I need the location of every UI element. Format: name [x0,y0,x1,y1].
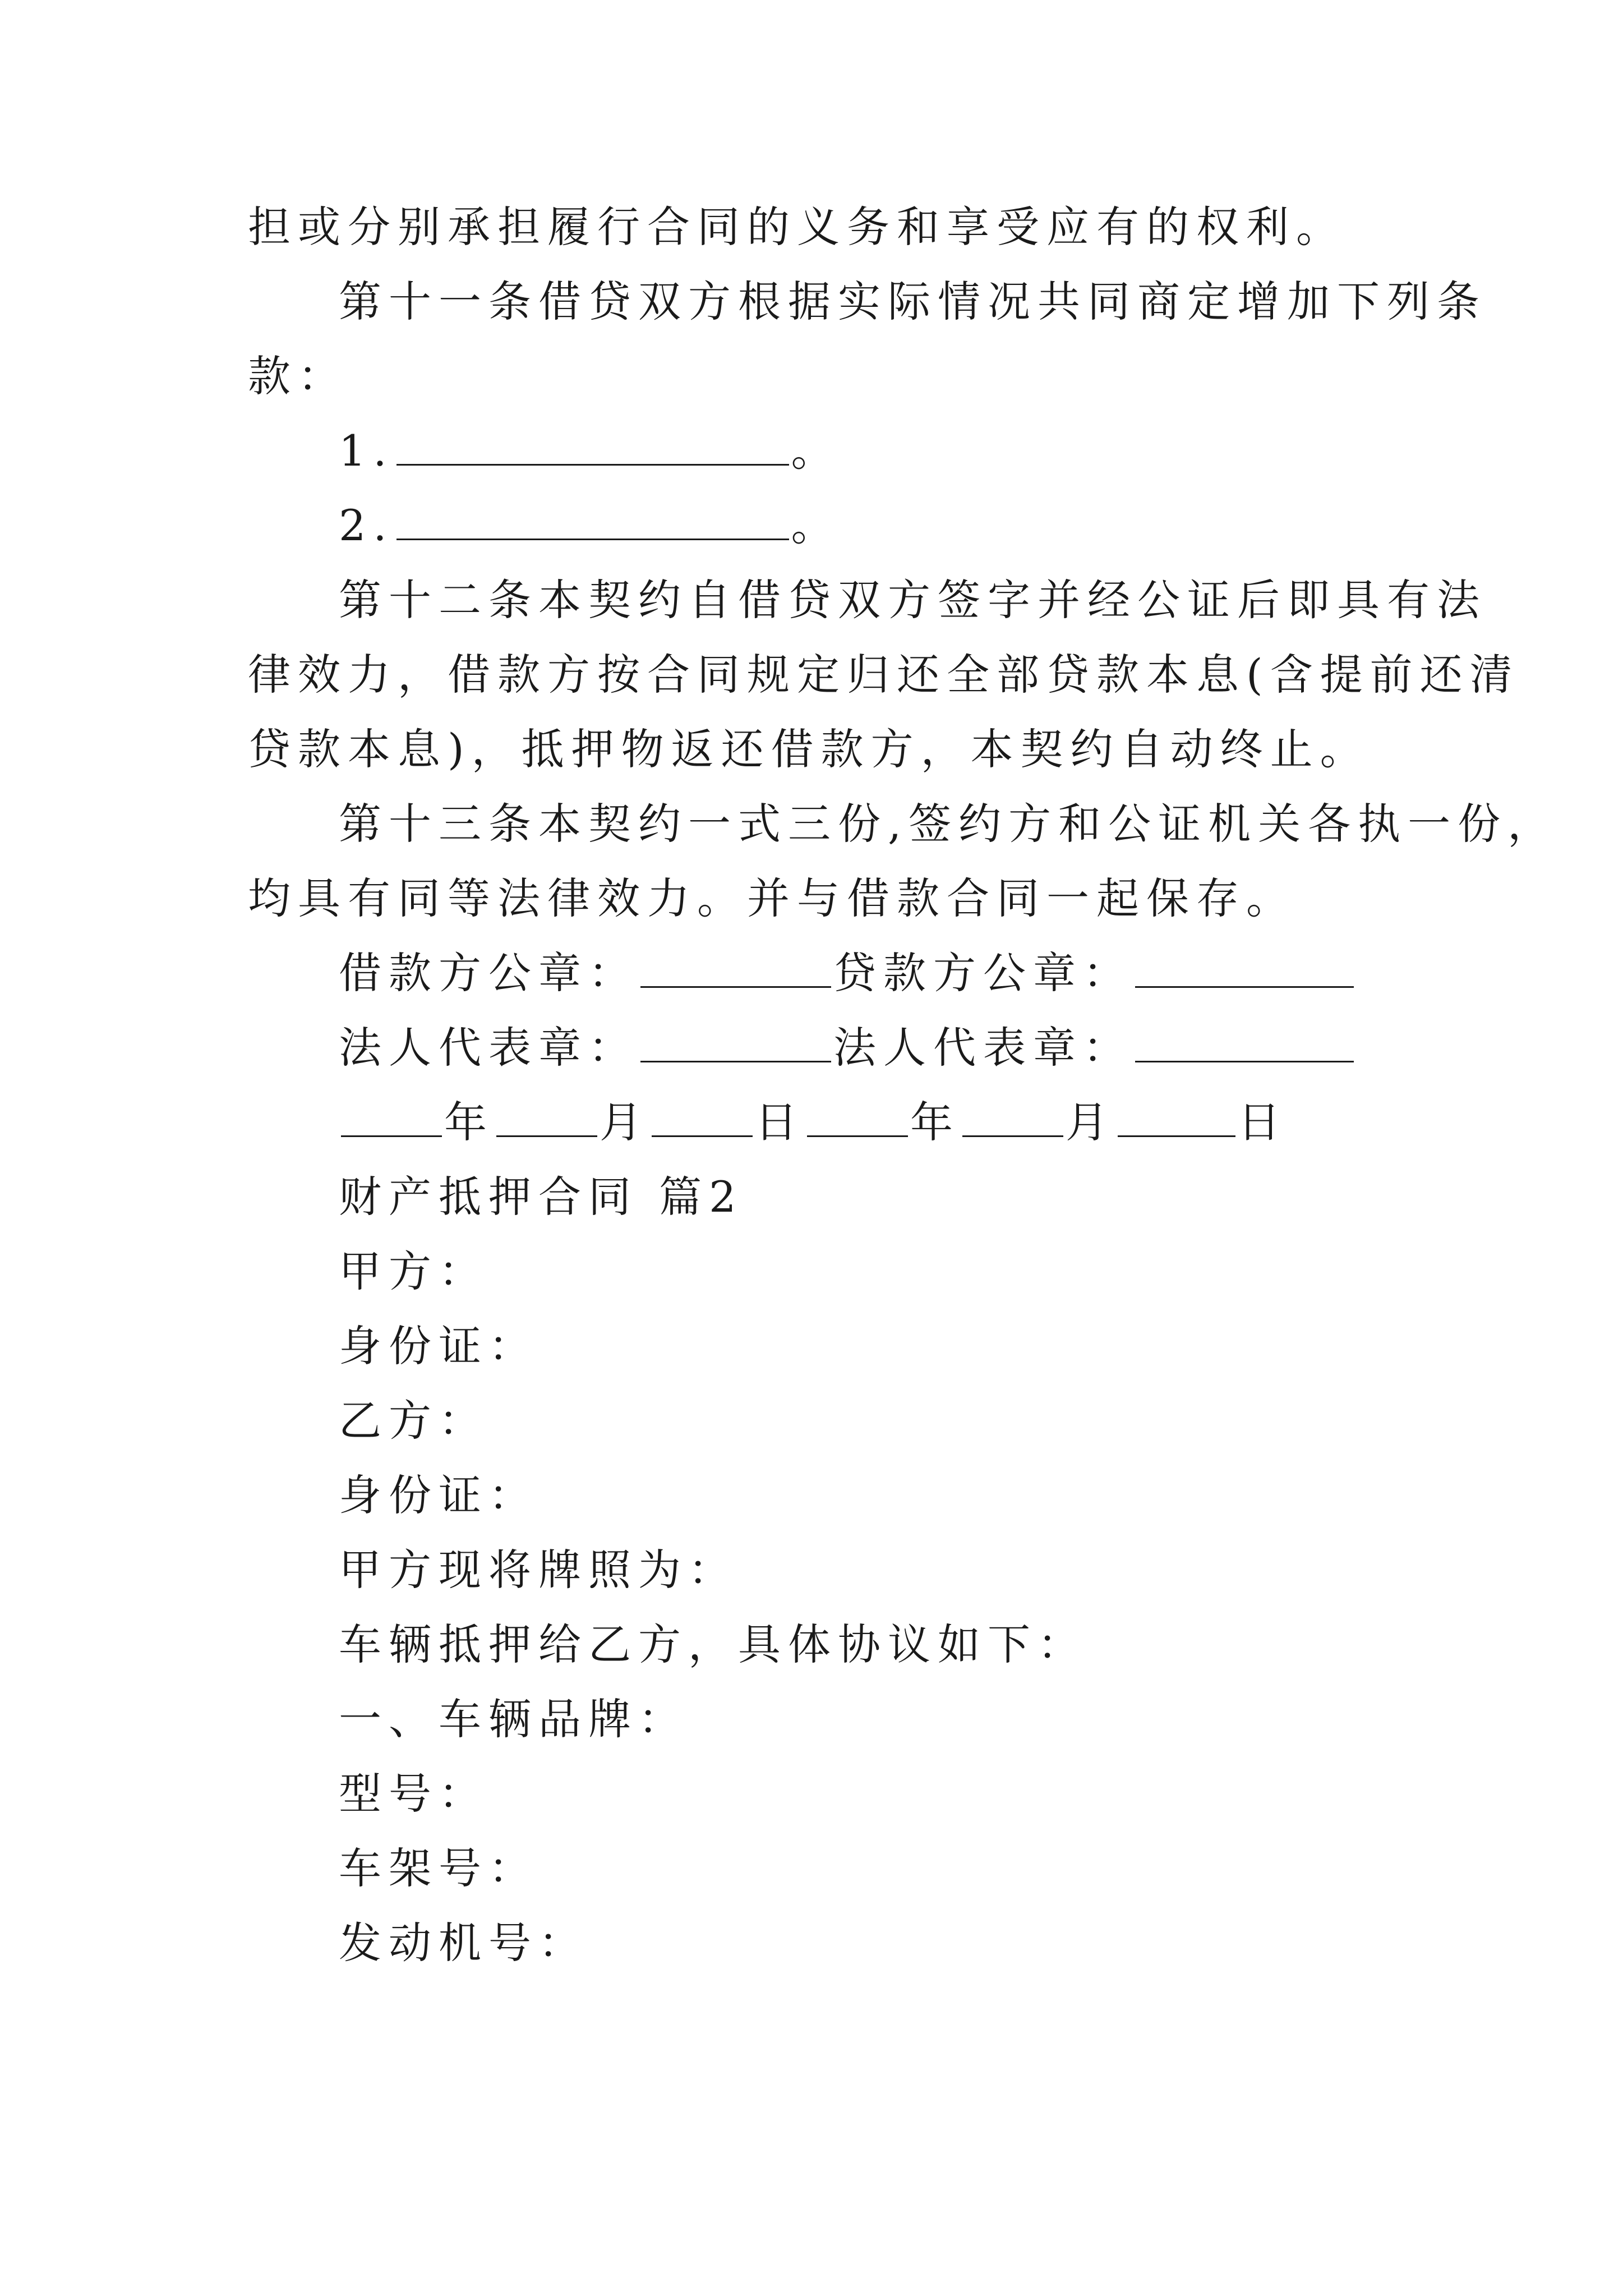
article-13-line: 均具有同等法律效力。并与借款合同一起保存。 [248,873,1296,923]
legal-rep-label: 法人代表章： [339,1023,638,1073]
agreement-intro: 车辆抵押给乙方，具体协议如下： [339,1619,1087,1669]
article-12-line: 第十二条本契约自借贷双方签字并经公证后即具有法 [339,575,1487,625]
fill-in-blank [396,504,789,540]
date-row [339,1094,1288,1151]
vehicle-brand-label: 一、车辆品牌： [339,1694,688,1744]
clause-item-end: 。 [791,426,841,476]
seal-row [339,945,1356,1001]
clause-item-number: 2. [339,500,394,550]
date-blank [341,1101,442,1137]
article-12-line: 律效力，借款方按合同规定归还全部贷款本息(含提前还清 [248,650,1520,700]
borrower-seal-label: 借款方公章： [339,948,638,998]
day-label: 日 [1238,1097,1288,1147]
fill-in-blank [396,429,789,466]
legal-rep-label: 法人代表章： [833,1023,1133,1073]
id-card-label: 身份证： [339,1470,538,1520]
engine-number-label: 发动机号： [339,1918,588,1968]
month-label: 月 [600,1097,649,1147]
date-blank [652,1101,753,1137]
article-13-line: 第十三条本契约一式三份,签约方和公证机关各执一份， [339,799,1558,849]
year-label: 年 [444,1097,494,1147]
date-blank [1118,1101,1235,1137]
article-11-line: 第十一条借贷双方根据实际情况共同商定增加下列条 [339,277,1487,326]
date-blank [496,1101,597,1137]
id-card-label: 身份证： [339,1321,538,1371]
vehicle-model-label: 型号： [339,1769,488,1819]
month-label: 月 [1066,1097,1115,1147]
plate-label: 甲方现将牌照为： [339,1545,738,1595]
clause-item-1 [339,423,841,479]
signature-blank [640,1026,831,1062]
signature-blank [1135,951,1354,988]
signature-blank [1135,1026,1354,1062]
party-b-label: 乙方： [339,1396,488,1446]
lender-seal-label: 贷款方公章： [833,948,1133,998]
paragraph-line: 担或分别承担履行合同的义务和享受应有的权利。 [248,202,1346,252]
clause-item-2 [339,498,841,554]
clause-item-number: 1. [339,426,394,476]
legal-rep-row [339,1020,1356,1076]
date-blank [962,1101,1063,1137]
frame-number-label: 车架号： [339,1843,538,1893]
year-label: 年 [910,1097,960,1147]
section-title: 财产抵押合同 篇2 [339,1172,744,1222]
signature-blank [640,951,831,988]
clause-item-end: 。 [791,500,841,550]
party-a-label: 甲方： [339,1246,488,1296]
date-blank [807,1101,908,1137]
article-11-line: 款： [248,351,348,401]
day-label: 日 [755,1097,805,1147]
article-12-line: 贷款本息)，抵押物返还借款方，本契约自动终止。 [248,724,1370,774]
